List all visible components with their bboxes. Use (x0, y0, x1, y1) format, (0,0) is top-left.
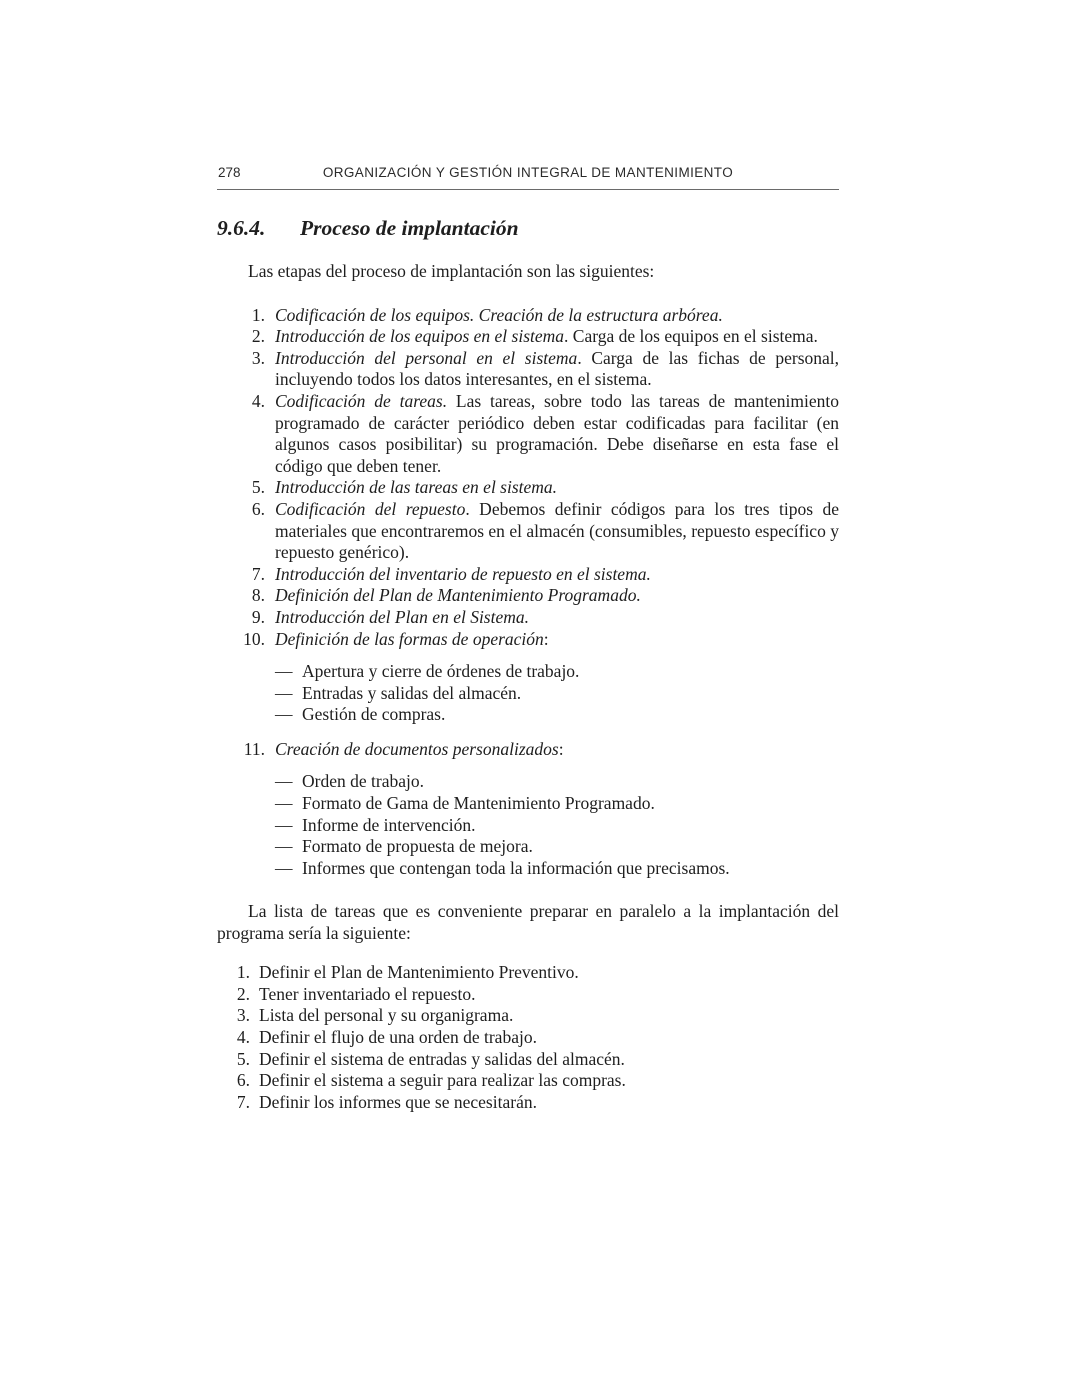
list-item (217, 585, 839, 607)
item-lead: Introducción del personal en el sistema (275, 347, 578, 368)
item-lead: Codificación de los equipos. Creación de la estructura arbórea. (275, 304, 723, 325)
list-item (217, 564, 839, 586)
item-lead: Codificación de tareas. (275, 390, 448, 411)
list-item (217, 391, 839, 477)
item-number: 7. (236, 1091, 250, 1112)
dash-bullet: — (275, 682, 293, 703)
dash-item-text: Formato de propuesta de mejora. (302, 836, 533, 857)
dash-item-text: Gestión de compras. (302, 704, 446, 725)
item-number: 5. (251, 477, 265, 498)
dash-bullet: — (275, 771, 293, 792)
list-item (217, 1005, 839, 1027)
item-rest: . Carga de las fichas de personal, incluyendo todos los datos interesantes, en el sistema. (275, 347, 840, 390)
list-item (217, 607, 839, 629)
list-item (217, 1070, 839, 1092)
item-text: Definir el flujo de una orden de trabajo. (259, 1026, 537, 1047)
item-number: 6. (236, 1070, 250, 1091)
item-number: 6. (251, 498, 265, 519)
section-number: 9.6.4. (217, 216, 266, 240)
dash-bullet: — (275, 836, 293, 857)
item-lead: Introducción de los equipos en el sistema (275, 326, 565, 347)
page-number: 278 (218, 165, 241, 180)
item-lead: Introducción del inventario de repuesto en el sistema. (275, 563, 651, 584)
item-text: Lista del personal y su organigrama. (259, 1005, 514, 1026)
item-rest: . Debemos definir códigos para los tres tipos de materiales que encontraremos en el almacén (consumibles, repuesto específico y repuesto genérico). (275, 498, 839, 563)
list-item (217, 326, 839, 348)
dash-list-item (217, 771, 839, 793)
item-number: 3. (236, 1005, 250, 1026)
item-text: Definir el sistema a seguir para realizar las compras. (259, 1070, 626, 1091)
item-number: 7. (251, 563, 265, 584)
list-item (217, 962, 839, 984)
list-item (217, 1027, 839, 1049)
item-number: 4. (236, 1026, 250, 1047)
item-lead: Codificación del repuesto (275, 498, 466, 519)
list-item (217, 984, 839, 1006)
item-text: Definir el sistema de entradas y salidas del almacén. (259, 1048, 625, 1069)
section-title: Proceso de implantación (300, 216, 519, 240)
running-title: ORGANIZACIÓN Y GESTIÓN INTEGRAL DE MANTENIMIENTO (322, 165, 734, 180)
dash-item-text: Formato de Gama de Mantenimiento Programado. (302, 793, 655, 814)
item-number: 8. (251, 585, 265, 606)
item-lead: Definición de las formas de operación (275, 628, 544, 649)
list-item (217, 499, 839, 564)
implementation-steps-list (217, 305, 839, 880)
item-number: 9. (251, 606, 265, 627)
dash-item-text: Informe de intervención. (302, 814, 476, 835)
dash-bullet: — (275, 704, 293, 725)
list-item (217, 305, 839, 327)
dash-bullet: — (275, 814, 293, 835)
list-item (217, 1092, 839, 1114)
item-rest: : (558, 738, 564, 759)
list-item (217, 348, 839, 391)
item-number: 5. (236, 1048, 250, 1069)
page-content (217, 165, 839, 1113)
section-heading (217, 216, 839, 241)
item-lead: Definición del Plan de Mantenimiento Programado. (275, 585, 641, 606)
item-lead: Introducción del Plan en el Sistema. (275, 606, 530, 627)
custom-documents-list (217, 771, 839, 879)
dash-list-item (217, 683, 839, 705)
item-number: 10. (243, 628, 265, 649)
item-lead: Introducción de las tareas en el sistema. (275, 477, 558, 498)
body-text (217, 261, 839, 1113)
list-item (217, 739, 839, 761)
dash-bullet: — (275, 793, 293, 814)
item-number: 2. (251, 326, 265, 347)
running-header (217, 165, 839, 190)
dash-list-item (217, 858, 839, 880)
list-item (217, 1049, 839, 1071)
item-rest: Las tareas, sobre todo las tareas de mantenimiento programado de carácter periódico deben estar codificadas para facilitar (en algunos casos posibilitar) su programación. Debe diseñarse en esta fase el código que deben tener. (275, 390, 839, 476)
item-number: 11. (243, 738, 265, 759)
dash-bullet: — (275, 661, 293, 682)
list-item (217, 477, 839, 499)
item-rest: . Carga de los equipos en el sistema. (564, 326, 818, 347)
item-number: 2. (236, 983, 250, 1004)
dash-item-text: Apertura y cierre de órdenes de trabajo. (302, 661, 580, 682)
item-rest: : (543, 628, 549, 649)
dash-list-item (217, 793, 839, 815)
item-text: Definir el Plan de Mantenimiento Preventivo. (259, 962, 579, 983)
item-lead: Creación de documentos personalizados (275, 738, 559, 759)
operation-forms-list (217, 661, 839, 726)
dash-list-item (217, 704, 839, 726)
parallel-tasks-list (217, 962, 839, 1113)
item-number: 1. (251, 304, 265, 325)
item-number: 1. (236, 962, 250, 983)
dash-list-item (217, 815, 839, 837)
dash-list-item (217, 836, 839, 858)
intro-paragraph: Las etapas del proceso de implantación son las siguientes: (248, 261, 655, 281)
list-item (217, 629, 839, 651)
item-number: 4. (251, 390, 265, 411)
item-number: 3. (251, 347, 265, 368)
dash-item-text: Informes que contengan toda la información que precisamos. (302, 857, 730, 878)
parallel-intro-paragraph: La lista de tareas que es conveniente preparar en paralelo a la implantación del programa sería la siguiente: (217, 901, 839, 944)
dash-bullet: — (275, 857, 293, 878)
item-text: Definir los informes que se necesitarán. (259, 1091, 537, 1112)
dash-item-text: Entradas y salidas del almacén. (302, 682, 522, 703)
dash-list-item (217, 661, 839, 683)
item-text: Tener inventariado el repuesto. (259, 983, 476, 1004)
dash-item-text: Orden de trabajo. (302, 771, 424, 792)
